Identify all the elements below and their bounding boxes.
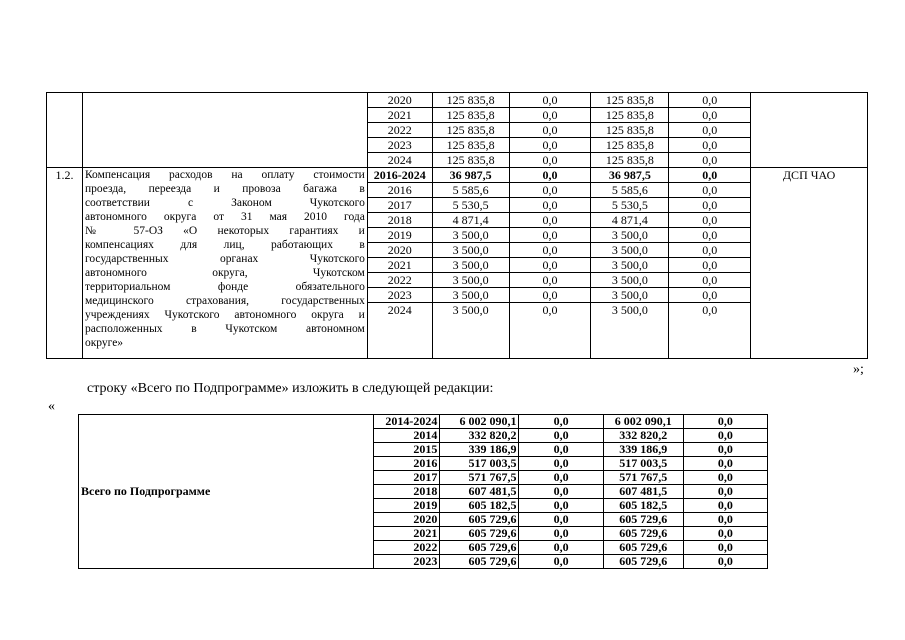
value-cell: 5 585,6 bbox=[591, 183, 669, 198]
year-cell: 2014 bbox=[373, 429, 440, 443]
value-cell: 3 500,0 bbox=[591, 288, 669, 303]
prev-description-cell bbox=[82, 93, 367, 168]
item-number-cell: 1.2. bbox=[47, 168, 83, 359]
value-cell: 0,0 bbox=[509, 228, 591, 243]
year-cell: 2017 bbox=[367, 198, 432, 213]
value-cell: 0,0 bbox=[669, 213, 751, 228]
description-line: учреждениях Чукотского автономного округа и bbox=[84, 309, 365, 321]
value-cell: 0,0 bbox=[669, 243, 751, 258]
description-line: Компенсация расходов на оплату стоимости bbox=[84, 169, 365, 181]
year-cell: 2020 bbox=[367, 93, 432, 108]
value-cell: 3 500,0 bbox=[591, 273, 669, 288]
table-row bbox=[47, 93, 868, 108]
description-line: медицинского страхования, государственных bbox=[84, 295, 365, 307]
value-cell: 0,0 bbox=[519, 499, 603, 513]
value-cell: 0,0 bbox=[683, 443, 767, 457]
value-cell: 605 729,6 bbox=[603, 555, 683, 569]
value-cell: 0,0 bbox=[509, 123, 591, 138]
total-cell: 36 987,5 bbox=[432, 168, 509, 183]
value-cell: 125 835,8 bbox=[591, 153, 669, 168]
value-cell: 0,0 bbox=[519, 415, 603, 429]
total-cell: 125 835,8 bbox=[432, 93, 509, 108]
value-cell: 339 186,9 bbox=[603, 443, 683, 457]
value-cell: 571 767,5 bbox=[603, 471, 683, 485]
total-cell: 3 500,0 bbox=[432, 243, 509, 258]
value-cell: 0,0 bbox=[509, 138, 591, 153]
value-cell: 0,0 bbox=[683, 485, 767, 499]
value-cell: 125 835,8 bbox=[591, 108, 669, 123]
value-cell: 0,0 bbox=[669, 138, 751, 153]
value-cell: 0,0 bbox=[683, 499, 767, 513]
year-cell: 2016-2024 bbox=[367, 168, 432, 183]
instruction-text: строку «Всего по Подпрограмме» изложить в следующей редакции: bbox=[87, 381, 494, 396]
value-cell: 36 987,5 bbox=[591, 168, 669, 183]
description-line: автономного округа от 31 мая 2010 года bbox=[84, 211, 365, 223]
value-cell: 0,0 bbox=[519, 471, 603, 485]
value-cell: 0,0 bbox=[669, 258, 751, 273]
value-cell: 0,0 bbox=[669, 108, 751, 123]
value-cell: 0,0 bbox=[683, 513, 767, 527]
total-cell: 607 481,5 bbox=[440, 485, 519, 499]
total-cell: 3 500,0 bbox=[432, 228, 509, 243]
value-cell: 0,0 bbox=[683, 457, 767, 471]
year-cell: 2020 bbox=[367, 243, 432, 258]
year-cell: 2023 bbox=[367, 138, 432, 153]
value-cell: 605 182,5 bbox=[603, 499, 683, 513]
total-cell: 125 835,8 bbox=[432, 138, 509, 153]
total-cell: 125 835,8 bbox=[432, 108, 509, 123]
value-cell: 0,0 bbox=[509, 303, 591, 359]
value-cell: 0,0 bbox=[509, 273, 591, 288]
value-cell: 0,0 bbox=[683, 527, 767, 541]
value-cell: 0,0 bbox=[519, 527, 603, 541]
value-cell: 0,0 bbox=[509, 198, 591, 213]
value-cell: 0,0 bbox=[519, 555, 603, 569]
table-row bbox=[79, 415, 768, 429]
value-cell: 0,0 bbox=[509, 258, 591, 273]
total-cell: 3 500,0 bbox=[432, 273, 509, 288]
value-cell: 605 729,6 bbox=[603, 541, 683, 555]
total-cell: 3 500,0 bbox=[432, 303, 509, 359]
table-row bbox=[47, 168, 868, 183]
value-cell: 0,0 bbox=[519, 513, 603, 527]
total-cell: 5 585,6 bbox=[432, 183, 509, 198]
value-cell: 607 481,5 bbox=[603, 485, 683, 499]
total-cell: 4 871,4 bbox=[432, 213, 509, 228]
description-line: расположенных в Чукотском автономном bbox=[84, 323, 365, 335]
total-cell: 571 767,5 bbox=[440, 471, 519, 485]
total-cell: 3 500,0 bbox=[432, 258, 509, 273]
value-cell: 605 729,6 bbox=[603, 513, 683, 527]
year-cell: 2020 bbox=[373, 513, 440, 527]
year-cell: 2016 bbox=[373, 457, 440, 471]
total-cell: 125 835,8 bbox=[432, 153, 509, 168]
value-cell: 0,0 bbox=[509, 243, 591, 258]
program-table bbox=[46, 92, 868, 359]
value-cell: 0,0 bbox=[669, 123, 751, 138]
description-line: государственных органах Чукотского bbox=[84, 253, 365, 265]
value-cell: 0,0 bbox=[509, 168, 591, 183]
total-cell: 5 530,5 bbox=[432, 198, 509, 213]
value-cell: 0,0 bbox=[669, 228, 751, 243]
description-line: округе» bbox=[84, 337, 124, 349]
value-cell: 0,0 bbox=[683, 471, 767, 485]
value-cell: 5 530,5 bbox=[591, 198, 669, 213]
total-cell: 517 003,5 bbox=[440, 457, 519, 471]
total-cell: 339 186,9 bbox=[440, 443, 519, 457]
value-cell: 605 729,6 bbox=[603, 527, 683, 541]
value-cell: 0,0 bbox=[509, 108, 591, 123]
total-cell: 3 500,0 bbox=[432, 288, 509, 303]
value-cell: 0,0 bbox=[519, 485, 603, 499]
year-cell: 2019 bbox=[373, 499, 440, 513]
opening-quote: « bbox=[48, 399, 55, 414]
year-cell: 2017 bbox=[373, 471, 440, 485]
value-cell: 3 500,0 bbox=[591, 303, 669, 359]
executor-cell: ДСП ЧАО bbox=[751, 168, 868, 359]
value-cell: 0,0 bbox=[509, 183, 591, 198]
value-cell: 0,0 bbox=[669, 198, 751, 213]
value-cell: 0,0 bbox=[519, 541, 603, 555]
value-cell: 332 820,2 bbox=[603, 429, 683, 443]
value-cell: 0,0 bbox=[519, 457, 603, 471]
value-cell: 0,0 bbox=[509, 153, 591, 168]
description-line: автономного округа, Чукотском bbox=[84, 267, 365, 279]
value-cell: 0,0 bbox=[669, 168, 751, 183]
prev-number-cell bbox=[47, 93, 83, 168]
value-cell: 3 500,0 bbox=[591, 243, 669, 258]
year-cell: 2024 bbox=[367, 303, 432, 359]
description-line: № 57-ОЗ «О некоторых гарантиях и bbox=[84, 225, 365, 237]
description-line: компенсациях для лиц, работающих в bbox=[84, 239, 365, 251]
year-cell: 2018 bbox=[367, 213, 432, 228]
year-cell: 2022 bbox=[367, 123, 432, 138]
year-cell: 2021 bbox=[367, 258, 432, 273]
value-cell: 0,0 bbox=[683, 555, 767, 569]
value-cell: 0,0 bbox=[669, 303, 751, 359]
value-cell: 0,0 bbox=[683, 415, 767, 429]
item-description-cell bbox=[82, 168, 367, 359]
total-cell: 605 729,6 bbox=[440, 541, 519, 555]
value-cell: 0,0 bbox=[669, 288, 751, 303]
value-cell: 0,0 bbox=[519, 429, 603, 443]
total-cell: 125 835,8 bbox=[432, 123, 509, 138]
description-line: проезда, переезда и провоза багажа в bbox=[84, 183, 365, 195]
value-cell: 125 835,8 bbox=[591, 138, 669, 153]
value-cell: 0,0 bbox=[669, 153, 751, 168]
total-cell: 6 002 090,1 bbox=[440, 415, 519, 429]
subprogram-total-label: Всего по Подпрограмме bbox=[79, 415, 374, 569]
value-cell: 0,0 bbox=[509, 213, 591, 228]
value-cell: 0,0 bbox=[683, 429, 767, 443]
year-cell: 2023 bbox=[367, 288, 432, 303]
year-cell: 2014-2024 bbox=[373, 415, 440, 429]
year-cell: 2018 bbox=[373, 485, 440, 499]
year-cell: 2019 bbox=[367, 228, 432, 243]
total-cell: 605 729,6 bbox=[440, 527, 519, 541]
total-cell: 332 820,2 bbox=[440, 429, 519, 443]
value-cell: 0,0 bbox=[519, 443, 603, 457]
value-cell: 0,0 bbox=[509, 288, 591, 303]
description-line: соответствии с Законом Чукотского bbox=[84, 197, 365, 209]
value-cell: 0,0 bbox=[669, 273, 751, 288]
value-cell: 3 500,0 bbox=[591, 228, 669, 243]
year-cell: 2021 bbox=[367, 108, 432, 123]
total-cell: 605 729,6 bbox=[440, 513, 519, 527]
total-cell: 605 182,5 bbox=[440, 499, 519, 513]
year-cell: 2021 bbox=[373, 527, 440, 541]
year-cell: 2016 bbox=[367, 183, 432, 198]
value-cell: 517 003,5 bbox=[603, 457, 683, 471]
value-cell: 125 835,8 bbox=[591, 123, 669, 138]
prev-executor-cell bbox=[751, 93, 868, 168]
value-cell: 6 002 090,1 bbox=[603, 415, 683, 429]
total-cell: 605 729,6 bbox=[440, 555, 519, 569]
year-cell: 2023 bbox=[373, 555, 440, 569]
year-cell: 2022 bbox=[367, 273, 432, 288]
value-cell: 0,0 bbox=[669, 183, 751, 198]
value-cell: 0,0 bbox=[669, 93, 751, 108]
value-cell: 0,0 bbox=[509, 93, 591, 108]
value-cell: 0,0 bbox=[683, 541, 767, 555]
value-cell: 4 871,4 bbox=[591, 213, 669, 228]
value-cell: 125 835,8 bbox=[591, 93, 669, 108]
closing-quote: »; bbox=[853, 362, 864, 377]
subprogram-total-table bbox=[78, 414, 768, 569]
year-cell: 2015 bbox=[373, 443, 440, 457]
value-cell: 3 500,0 bbox=[591, 258, 669, 273]
year-cell: 2024 bbox=[367, 153, 432, 168]
description-line: территориальном фонде обязательного bbox=[84, 281, 365, 293]
year-cell: 2022 bbox=[373, 541, 440, 555]
